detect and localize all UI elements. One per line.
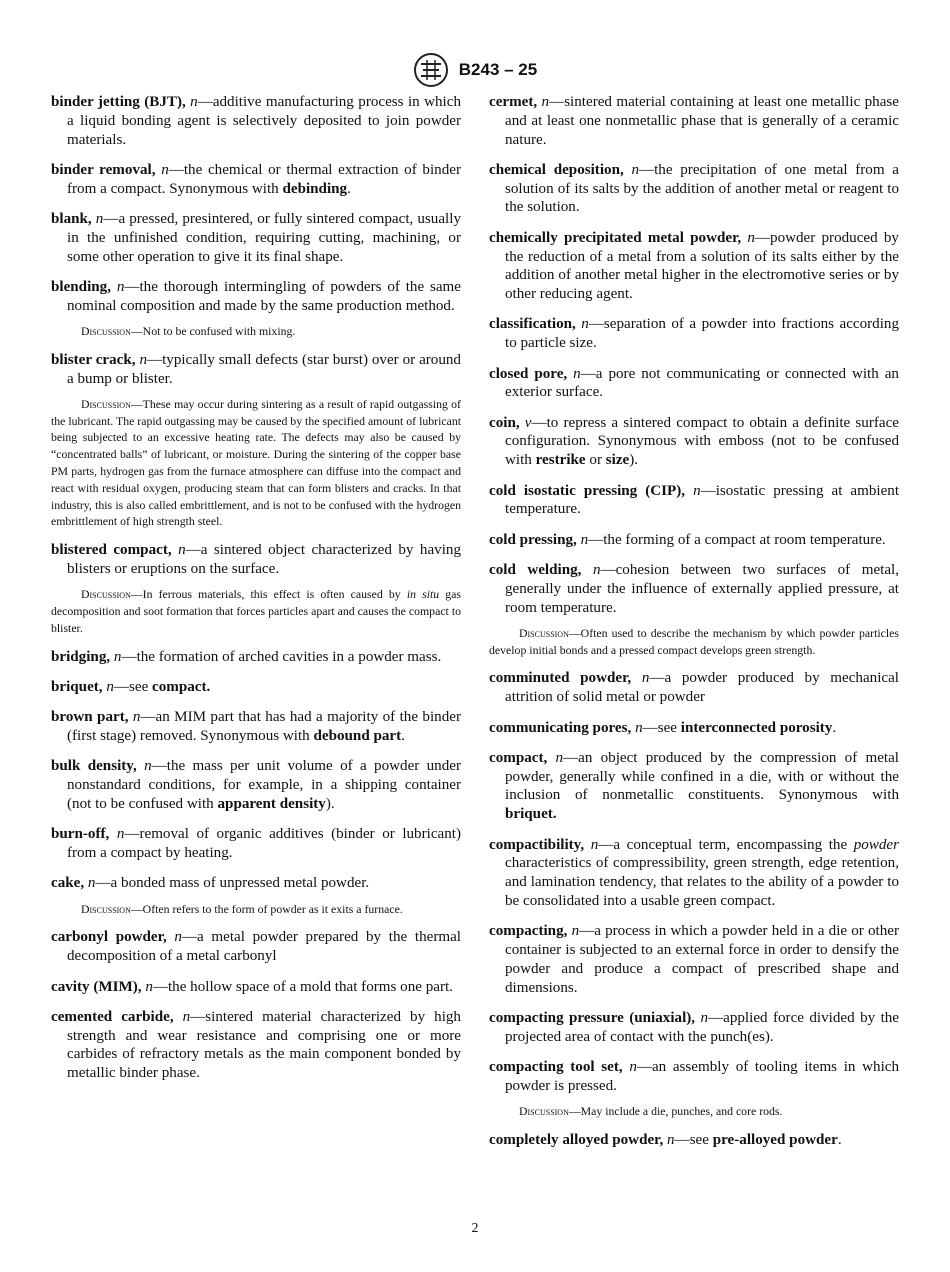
discussion-blistered-compact: Discussion—In ferrous materials, this effect is often caused by in situ gas decomposition and soot formation that forces particles apart and causes the compact to blister.: [51, 587, 461, 635]
entry-compacting-tool-set: compacting tool set, n—an assembly of tooling items in which powder is pressed.: [489, 1058, 900, 1094]
discussion-cold-welding: Discussion—Often used to describe the mechanism by which powder particles develop initial bonds and a pressed compact develops green strength.: [489, 625, 899, 657]
left-column: [51, 93, 461, 1095]
entry-cold-welding: cold welding, n—cohesion between two surfaces of metal, generally under the influence of externally applied pressure, at room temperature.: [489, 561, 899, 616]
entry-cold-isostatic-pressing: cold isostatic pressing (CIP), n—isostatic pressing at ambient temperature.: [489, 482, 900, 518]
discussion-blending: Discussion—Not to be confused with mixing.: [81, 323, 296, 338]
entry-cermet: cermet, n—sintered material containing at least one metallic phase and at least one nonmetallic phase that is generally of a ceramic nature.: [489, 94, 899, 148]
entry-blistered-compact: blistered compact, n—a sintered object characterized by having blisters or eruptions on the surface.: [51, 542, 461, 578]
entry-brown-part: brown part, n—an MIM part that has had a majority of the binder (first stage) removed. Synonymous with debound part.: [51, 709, 461, 745]
entry-cake: cake, n—a bonded mass of unpressed metal powder.: [51, 875, 370, 892]
entry-compacting-pressure: compacting pressure (uniaxial), n—applied force divided by the projected area of contact with the punch(es).: [489, 1009, 900, 1045]
entry-briquet: briquet, n—see compact.: [51, 679, 211, 696]
entry-compact: compact, n—an object produced by the compression of metal powder, generally while confined in a die, with or without the inclusion of nonmetallic constituents. Synonymous with briquet.: [489, 749, 899, 823]
entry-burn-off: burn-off, n—removal of organic additives (binder or lubricant) from a compact by heating.: [51, 826, 461, 862]
entry-chemical-deposition: chemical deposition, n—the precipitation of one metal from a solution of its salts by the addition of another metal or reagent to the solution.: [489, 161, 900, 216]
page-header: [0, 52, 950, 88]
entry-blister-crack: blister crack, n—typically small defects (star burst) over or around a bump or blister.: [51, 351, 461, 387]
entry-binder-removal: binder removal, n—the chemical or thermal extraction of binder from a compact. Synonymous with debinding.: [51, 161, 461, 197]
entry-closed-pore: closed pore, n—a pore not communicating or connected with an exterior surface.: [489, 365, 899, 401]
entry-bulk-density: bulk density, n—the mass per unit volume of a powder under nonstandard conditions, for example, in a shipping container (not to be confused with apparent density).: [51, 758, 461, 812]
entry-cold-pressing: cold pressing, n—the forming of a compact at room temperature.: [489, 531, 886, 548]
entry-classification: classification, n—separation of a powder into fractions according to particle size.: [489, 316, 900, 352]
entry-coin: coin, v—to repress a sintered compact to obtain a definite surface configuration. Synonymous with emboss (not to be confused with restrike or size).: [489, 414, 899, 469]
discussion-blister-crack: Discussion—These may occur during sintering as a result of rapid outgassing of the lubricant. The rapid outgassing may be caused by the specified amount of lubricant being subjected to an excessive heating rate. The defects may also be caused by “concentrated balls” of lubricant, or moisture. During the sintering of the copper base PM parts, hydrogen gas from the furnace atmosphere can diffuse into the compact and react with residual oxygen, producing steam that can form blisters and cracks. In that industry, this is also called embrittlement, and is not to be confused with the hydrogen embrittlement of high strength steel.: [51, 396, 461, 529]
right-column: [489, 93, 899, 1161]
entry-blank: blank, n—a pressed, presintered, or fully sintered compact, usually in the unfinished condition, requiring cutting, machining, or some other operation to give it its final shape.: [51, 210, 461, 265]
entry-completely-alloyed-powder: completely alloyed powder, n—see pre-alloyed powder.: [489, 1131, 842, 1148]
discussion-cake: Discussion—Often refers to the form of powder as it exits a furnace.: [81, 901, 403, 916]
entry-chemically-precipitated-metal-powder: chemically precipitated metal powder, n—powder produced by the reduction of a metal from a solution of its salts either by the addition of another metal higher in the electromotive series or by other reducing agent.: [489, 229, 899, 303]
entry-binder-jetting: binder jetting (BJT), n—additive manufacturing process in which a liquid bonding agent is selectively deposited to join powder materials.: [51, 94, 461, 148]
standard-code: B243 – 25: [458, 60, 538, 79]
entry-compactibility: compactibility, n—a conceptual term, encompassing the powder characteristics of compressibility, green strength, edge retention, and lamination tendency, that relates to the ability of a powder to be consolidated into a usable green compact.: [489, 836, 899, 909]
entry-blending: blending, n—the thorough intermingling of powders of the same nominal composition and made by the same production method.: [51, 278, 461, 314]
entry-compacting: compacting, n—a process in which a powder held in a die or other container is subjected to an external force in order to densify the powder and produce a compact of prescribed shape and dimensions.: [489, 923, 899, 996]
entry-carbonyl-powder: carbonyl powder, n—a metal powder prepared by the thermal decomposition of a metal carbonyl: [51, 929, 461, 965]
entry-cemented-carbide: cemented carbide, n—sintered material characterized by high strength and wear resistance and comprising one or more carbides of refractory metals as the main component bonded by metallic binder phase.: [51, 1008, 461, 1082]
page-number: 2: [471, 1221, 479, 1236]
astm-logo-icon: [413, 52, 449, 88]
entry-communicating-pores: communicating pores, n—see interconnected porosity.: [489, 719, 837, 736]
discussion-compacting-tool-set: Discussion—May include a die, punches, and core rods.: [519, 1104, 783, 1119]
entry-cavity-mim: cavity (MIM), n—the hollow space of a mold that forms one part.: [51, 978, 453, 995]
entry-bridging: bridging, n—the formation of arched cavities in a powder mass.: [51, 648, 442, 665]
entry-comminuted-powder: comminuted powder, n—a powder produced by mechanical attrition of solid metal or powder: [489, 670, 899, 706]
